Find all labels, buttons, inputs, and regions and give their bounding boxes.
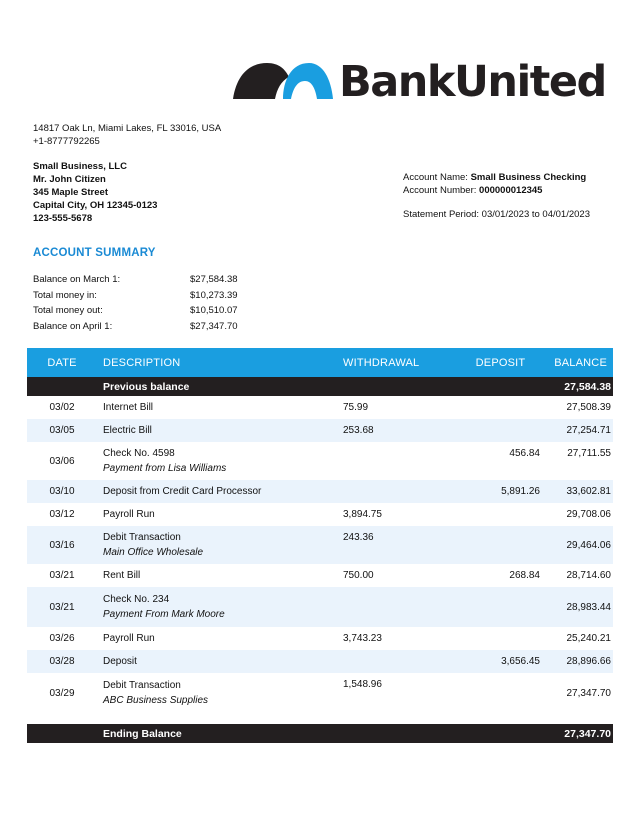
cell-description bbox=[97, 570, 343, 581]
cell-date: 03/28 bbox=[49, 656, 75, 667]
description-text: Rent Bill bbox=[103, 570, 141, 581]
cell-description bbox=[97, 594, 343, 620]
cell-description bbox=[97, 532, 343, 558]
cell-date: 03/21 bbox=[49, 570, 75, 581]
summary-label: Balance on March 1: bbox=[33, 274, 121, 286]
header-date: DATE bbox=[47, 356, 77, 369]
table-row bbox=[27, 627, 613, 650]
cell-description bbox=[97, 402, 343, 413]
summary-value: $27,584.38 bbox=[190, 274, 238, 286]
description-text: Electric Bill bbox=[103, 425, 152, 436]
bank-phone: +1-8777792265 bbox=[33, 136, 100, 147]
cell-deposit: 456.84 bbox=[509, 448, 540, 459]
description-text: Debit Transaction bbox=[103, 532, 181, 543]
cell-date: 03/12 bbox=[49, 509, 75, 520]
cell-date: 03/29 bbox=[49, 687, 75, 699]
bank-address: 14817 Oak Ln, Miami Lakes, FL 33016, USA bbox=[33, 123, 222, 134]
header-balance: BALANCE bbox=[554, 356, 607, 369]
description-text: Deposit bbox=[103, 656, 137, 667]
customer-address-block bbox=[33, 160, 157, 225]
header-withdrawal: WITHDRAWAL bbox=[343, 356, 420, 369]
summary-row bbox=[33, 303, 260, 319]
statement-period: Statement Period: 03/01/2023 to 04/01/2023 bbox=[403, 209, 590, 220]
description-text: Debit Transaction bbox=[103, 680, 181, 691]
cell-balance: 27,347.70 bbox=[566, 687, 611, 699]
cell-balance: 27,508.39 bbox=[566, 402, 611, 413]
description-subtext: Payment from Lisa Williams bbox=[103, 463, 227, 474]
description-text: Check No. 234 bbox=[103, 594, 170, 605]
description-subtext: Payment From Mark Moore bbox=[103, 609, 225, 620]
cell-withdrawal: 3,743.23 bbox=[343, 633, 382, 644]
description-subtext: Main Office Wholesale bbox=[103, 547, 204, 558]
bank-address-block bbox=[33, 122, 221, 148]
cell-deposit: 3,656.45 bbox=[501, 656, 540, 667]
header-description: DESCRIPTION bbox=[103, 356, 181, 369]
cell-withdrawal: 750.00 bbox=[343, 570, 374, 581]
account-summary bbox=[33, 272, 260, 334]
cell-balance: 27,254.71 bbox=[566, 425, 611, 436]
table-row bbox=[27, 587, 613, 627]
description-text: Check No. 4598 bbox=[103, 448, 175, 459]
table-row bbox=[27, 650, 613, 673]
summary-value: $10,273.39 bbox=[190, 289, 238, 301]
table-row bbox=[27, 564, 613, 587]
cell-description bbox=[97, 425, 343, 436]
account-name-label: Account Name: bbox=[403, 172, 468, 183]
customer-street: 345 Maple Street bbox=[33, 187, 108, 198]
table-row bbox=[27, 442, 613, 480]
ending-balance-value: 27,347.70 bbox=[564, 727, 611, 740]
table-row bbox=[27, 526, 613, 564]
customer-company: Small Business, LLC bbox=[33, 161, 127, 172]
customer-city: Capital City, OH 12345-0123 bbox=[33, 200, 158, 211]
cell-balance: 27,711.55 bbox=[567, 448, 611, 459]
customer-contact: Mr. John Citizen bbox=[33, 174, 106, 185]
cell-balance: 29,708.06 bbox=[566, 509, 611, 520]
cell-withdrawal: 243.36 bbox=[343, 532, 374, 543]
account-summary-title: ACCOUNT SUMMARY bbox=[33, 247, 156, 259]
table-body bbox=[27, 396, 613, 713]
table-row bbox=[27, 396, 613, 419]
bank-name: BankUnited bbox=[339, 56, 606, 107]
description-text: Payroll Run bbox=[103, 509, 155, 520]
cell-withdrawal: 3,894.75 bbox=[343, 509, 382, 520]
cell-description bbox=[97, 680, 343, 706]
cell-date: 03/05 bbox=[49, 425, 75, 436]
cell-withdrawal: 75.99 bbox=[343, 402, 369, 413]
cell-date: 03/16 bbox=[49, 539, 75, 551]
ending-balance-row bbox=[27, 724, 613, 743]
customer-phone: 123-555-5678 bbox=[33, 213, 93, 224]
cell-description bbox=[97, 509, 343, 520]
summary-row bbox=[33, 319, 260, 335]
cell-withdrawal: 253.68 bbox=[343, 425, 374, 436]
cell-balance: 28,896.66 bbox=[566, 656, 611, 667]
cell-deposit: 5,891.26 bbox=[501, 486, 540, 497]
cell-withdrawal: 1,548.96 bbox=[343, 679, 382, 690]
summary-label: Total money out: bbox=[33, 305, 103, 317]
description-text: Internet Bill bbox=[103, 402, 154, 413]
previous-balance-value: 27,584.38 bbox=[564, 380, 611, 393]
cell-balance: 28,983.44 bbox=[566, 601, 611, 613]
summary-row bbox=[33, 288, 260, 304]
summary-label: Balance on April 1: bbox=[33, 320, 113, 332]
table-row bbox=[27, 673, 613, 713]
account-info bbox=[403, 171, 586, 197]
previous-balance-label: Previous balance bbox=[103, 380, 190, 393]
summary-value: $27,347.70 bbox=[190, 320, 238, 332]
table-header bbox=[27, 348, 613, 377]
cell-description bbox=[97, 448, 343, 474]
bank-logo bbox=[233, 58, 606, 106]
cell-description bbox=[97, 486, 343, 497]
cell-balance: 25,240.21 bbox=[566, 633, 611, 644]
table-row bbox=[27, 480, 613, 503]
cell-date: 03/10 bbox=[49, 486, 75, 497]
ending-balance-label: Ending Balance bbox=[103, 727, 182, 740]
account-number-value: 000000012345 bbox=[479, 185, 543, 196]
cell-deposit: 268.84 bbox=[509, 570, 540, 581]
previous-balance-row bbox=[27, 377, 613, 396]
cell-date: 03/06 bbox=[49, 455, 75, 467]
cell-balance: 28,714.60 bbox=[566, 570, 611, 581]
table-row bbox=[27, 503, 613, 526]
bank-logo-arch-icon bbox=[233, 59, 333, 105]
account-number-label: Account Number: bbox=[403, 185, 477, 196]
cell-balance: 29,464.06 bbox=[566, 539, 611, 551]
cell-description bbox=[97, 656, 343, 667]
description-text: Payroll Run bbox=[103, 633, 155, 644]
summary-value: $10,510.07 bbox=[190, 305, 238, 317]
summary-row bbox=[33, 272, 260, 288]
cell-description bbox=[97, 633, 343, 644]
account-name-value: Small Business Checking bbox=[470, 172, 587, 183]
cell-date: 03/26 bbox=[49, 633, 75, 644]
cell-date: 03/21 bbox=[49, 601, 75, 613]
cell-balance: 33,602.81 bbox=[566, 486, 611, 497]
table-row bbox=[27, 419, 613, 442]
transactions-table bbox=[27, 348, 613, 743]
description-text: Deposit from Credit Card Processor bbox=[103, 486, 262, 497]
description-subtext: ABC Business Supplies bbox=[103, 695, 209, 706]
cell-date: 03/02 bbox=[49, 402, 75, 413]
summary-label: Total money in: bbox=[33, 289, 97, 301]
header-deposit: DEPOSIT bbox=[475, 356, 526, 369]
